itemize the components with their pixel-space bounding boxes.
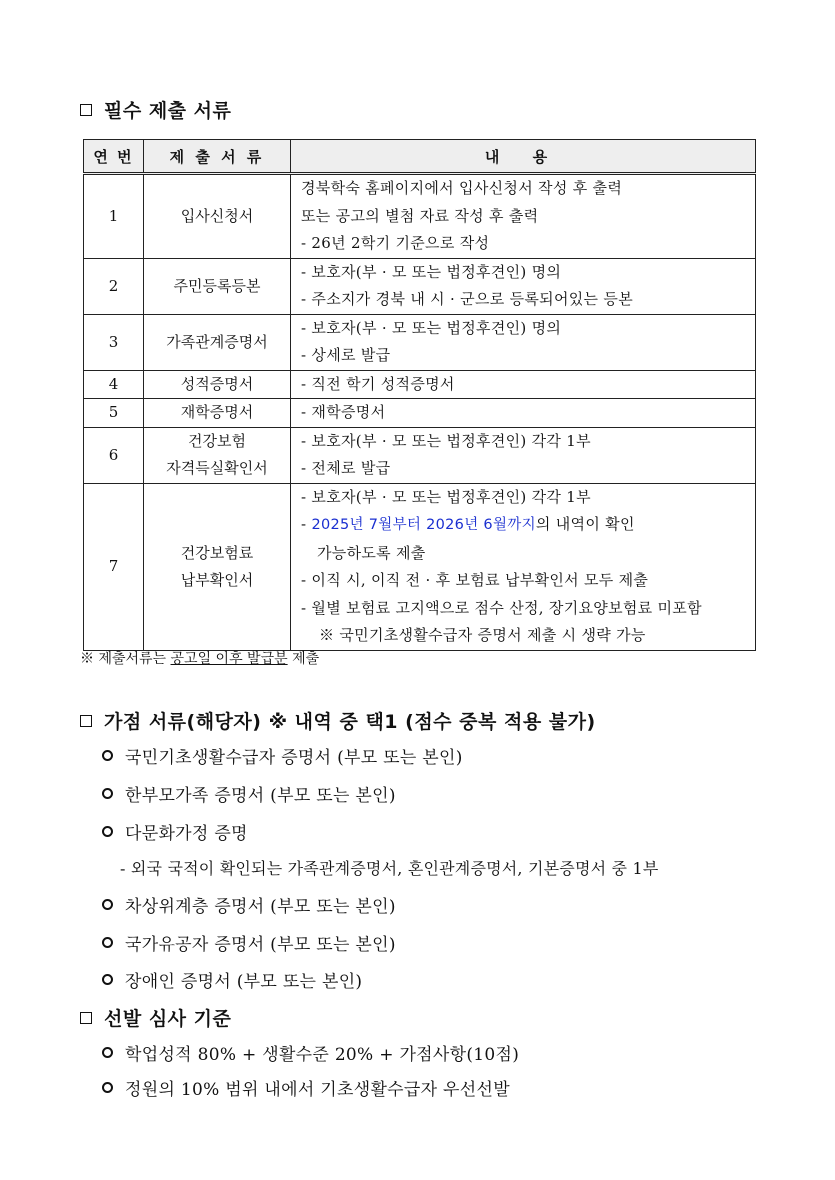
description-line: - 보호자(부 · 모 또는 법정후견인) 각각 1부	[301, 431, 591, 450]
footnote-suffix: 제출	[287, 651, 320, 667]
row-number: 1	[84, 174, 144, 259]
row-description	[291, 483, 756, 650]
highlighted-period: 2025년 7월부터 2026년 6월까지	[311, 517, 536, 533]
list-item-text: 정원의 10% 범위 내에서 기초생활수급자 우선선발	[125, 1080, 510, 1100]
list-item-text: 국민기초생활수급자 증명서 (부모 또는 본인)	[125, 748, 463, 768]
row-number: 3	[84, 314, 144, 370]
row-document	[144, 314, 291, 370]
description-line	[301, 511, 755, 540]
description-line: 또는 공고의 별첨 자료 작성 후 출력	[301, 206, 539, 225]
table-row	[84, 399, 756, 428]
description-line: 가능하도록 제출	[317, 543, 426, 562]
footnote-underlined: 공고일 이후 발급분	[170, 651, 288, 667]
section-bonus-documents-heading	[80, 707, 596, 734]
section-title: 가점 서류(해당자) ※ 내역 중 택1 (점수 중복 적용 불가)	[104, 711, 596, 733]
row-document	[144, 483, 291, 650]
description-line: - 월별 보험료 고지액으로 점수 산정, 장기요양보험료 미포함	[301, 598, 702, 617]
list-item	[102, 819, 248, 844]
section-selection-criteria-heading	[80, 1004, 231, 1031]
row-description	[291, 427, 756, 483]
table-row	[84, 427, 756, 483]
row-description	[291, 370, 756, 399]
circle-bullet-icon	[102, 788, 113, 799]
dash-prefix: -	[301, 515, 312, 533]
checkbox-square-icon	[80, 104, 92, 116]
table-row	[84, 314, 756, 370]
header-number: 연 번	[84, 140, 144, 174]
document-name: 성적증명서	[180, 374, 254, 393]
checkbox-square-icon	[80, 1012, 92, 1024]
document-name: 재학증명서	[180, 403, 254, 422]
list-item	[102, 967, 362, 992]
list-item	[102, 1075, 510, 1100]
circle-bullet-icon	[102, 1047, 113, 1058]
circle-bullet-icon	[102, 974, 113, 985]
row-description	[291, 258, 756, 314]
row-document	[144, 174, 291, 259]
document-name: 건강보험	[188, 432, 246, 450]
header-content: 내 용	[291, 140, 756, 174]
row-description	[291, 174, 756, 259]
list-item-text: 장애인 증명서 (부모 또는 본인)	[125, 972, 363, 992]
row-document	[144, 427, 291, 483]
description-line: - 보호자(부 · 모 또는 법정후견인) 명의	[301, 262, 562, 281]
circle-bullet-icon	[102, 1082, 113, 1093]
section-title: 필수 제출 서류	[104, 100, 232, 122]
row-description	[291, 399, 756, 428]
description-line: - 보호자(부 · 모 또는 법정후견인) 명의	[301, 318, 562, 337]
row-document	[144, 258, 291, 314]
document-name: 납부확인서	[180, 570, 254, 589]
document-name: 자격득실확인서	[166, 459, 268, 477]
table-footnote	[80, 648, 319, 668]
table-header-row	[84, 140, 756, 174]
description-note-line: ※ 국민기초생활수급자 증명서 제출 시 생략 가능	[319, 626, 646, 644]
required-documents-table	[83, 139, 756, 651]
list-item-text: 차상위계층 증명서 (부모 또는 본인)	[125, 897, 396, 917]
row-number: 5	[84, 399, 144, 428]
row-number: 2	[84, 258, 144, 314]
row-document	[144, 370, 291, 399]
table-row	[84, 258, 756, 314]
document-name: 가족관계증명서	[166, 332, 268, 351]
sub-list-item: - 외국 국적이 확인되는 가족관계증명서, 혼인관계증명서, 기본증명서 중 1부	[120, 859, 659, 878]
description-line: - 보호자(부 · 모 또는 법정후견인) 각각 1부	[301, 487, 591, 506]
list-item	[102, 892, 396, 917]
row-number: 7	[84, 483, 144, 650]
circle-bullet-icon	[102, 826, 113, 837]
description-line: - 재학증명서	[301, 403, 386, 421]
row-number: 4	[84, 370, 144, 399]
list-item	[102, 930, 396, 955]
section-required-documents-heading	[80, 96, 231, 123]
description-line: - 이직 시, 이직 전 · 후 보험료 납부확인서 모두 제출	[301, 571, 649, 589]
checkbox-square-icon	[80, 715, 92, 727]
description-line: - 상세로 발급	[301, 346, 391, 364]
description-line: 경북학숙 홈페이지에서 입사신청서 작성 후 출력	[301, 179, 623, 197]
circle-bullet-icon	[102, 899, 113, 910]
table-row	[84, 370, 756, 399]
document-name: 건강보험료	[180, 543, 254, 562]
list-item-text: 다문화가정 증명	[125, 824, 248, 844]
description-line: - 직전 학기 성적증명서	[301, 374, 455, 393]
document-name: 입사신청서	[180, 206, 254, 225]
table-row	[84, 483, 756, 650]
header-document: 제 출 서 류	[144, 140, 291, 174]
list-item-text: 국가유공자 증명서 (부모 또는 본인)	[125, 935, 396, 955]
footnote-prefix: ※ 제출서류는	[80, 651, 171, 667]
row-description	[291, 314, 756, 370]
list-item	[102, 743, 463, 768]
circle-bullet-icon	[102, 750, 113, 761]
list-item-text: 한부모가족 증명서 (부모 또는 본인)	[125, 786, 396, 806]
description-line: - 전체로 발급	[301, 459, 391, 477]
description-line: - 26년 2학기 기준으로 작성	[301, 234, 490, 252]
table-row	[84, 174, 756, 259]
row-document	[144, 399, 291, 428]
list-item-text: 학업성적 80% + 생활수준 20% + 가점사항(10점)	[125, 1045, 520, 1065]
circle-bullet-icon	[102, 937, 113, 948]
section-title: 선발 심사 기준	[104, 1008, 232, 1030]
row-number: 6	[84, 427, 144, 483]
description-continuation: 의 내역이 확인	[535, 515, 635, 533]
list-item	[102, 1040, 519, 1065]
document-name: 주민등록등본	[173, 276, 261, 295]
description-line: - 주소지가 경북 내 시 · 군으로 등록되어있는 등본	[301, 290, 633, 308]
list-item	[102, 781, 396, 806]
